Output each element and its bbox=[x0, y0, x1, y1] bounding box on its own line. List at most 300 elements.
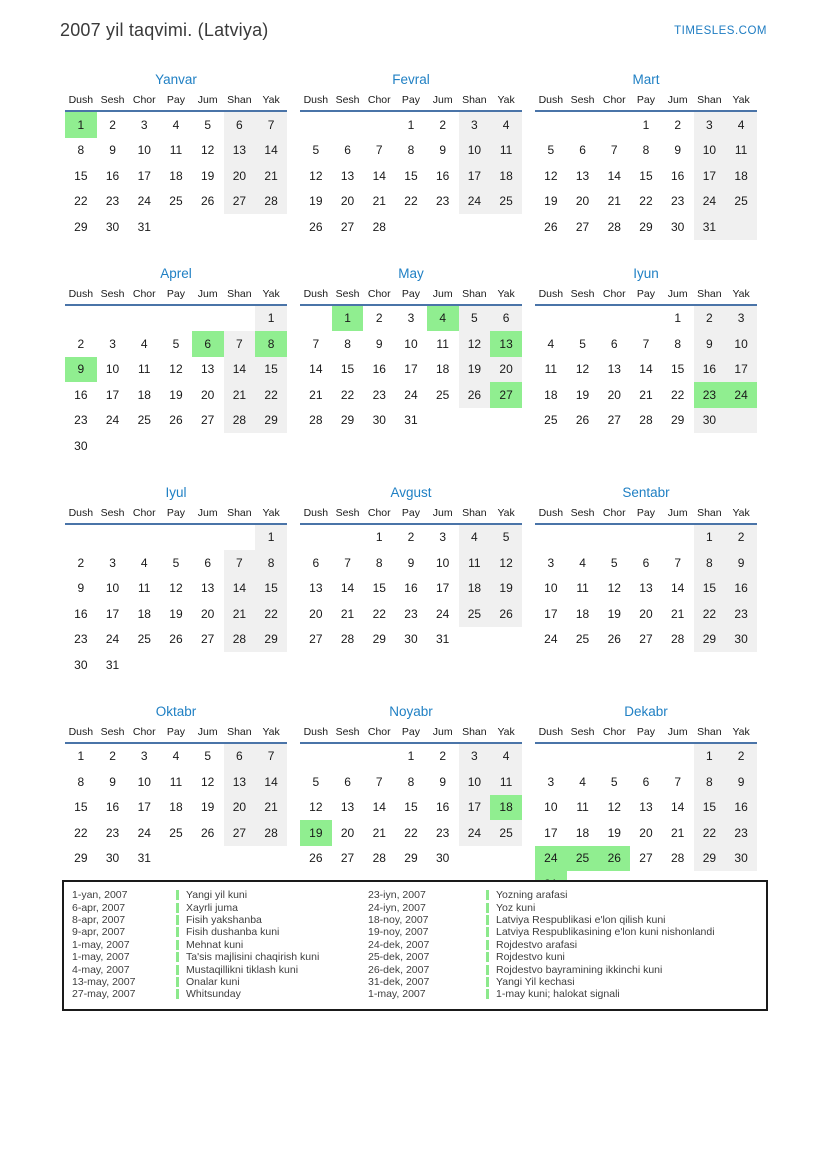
empty-cell bbox=[490, 408, 522, 434]
legend-item bbox=[72, 988, 368, 1000]
day-cell: 3 bbox=[109, 555, 116, 570]
day-cell: 26 bbox=[200, 825, 215, 840]
legend-date: 23-iyn, 2007 bbox=[368, 889, 426, 902]
legend-date: 26-dek, 2007 bbox=[368, 963, 430, 976]
month-dekabr bbox=[535, 704, 757, 897]
day-cell: 2 bbox=[725, 743, 757, 770]
weekday-header: Yak bbox=[255, 286, 287, 305]
day-cell: 26 bbox=[459, 382, 491, 408]
day-cell: 7 bbox=[255, 743, 287, 770]
weekday-header: Jum bbox=[662, 92, 694, 111]
day-cell: 27 bbox=[575, 219, 590, 234]
day-cell: 14 bbox=[309, 362, 323, 377]
weekday-header: Chor bbox=[363, 92, 395, 111]
day-cell: 30 bbox=[670, 219, 685, 234]
day-cell: 30 bbox=[372, 413, 386, 428]
day-cell: 15 bbox=[694, 576, 726, 602]
day-cell: 27 bbox=[490, 382, 522, 408]
day-cell: 11 bbox=[459, 550, 491, 576]
day-cell: 29 bbox=[340, 413, 355, 428]
day-cell: 29 bbox=[255, 627, 287, 653]
weekday-header: Yak bbox=[255, 505, 287, 524]
day-cell: 5 bbox=[172, 336, 180, 351]
legend-item bbox=[72, 939, 368, 951]
day-cell: 3 bbox=[109, 336, 116, 351]
day-cell: 30 bbox=[435, 851, 450, 866]
day-cell: 28 bbox=[670, 632, 685, 647]
day-cell: 20 bbox=[639, 825, 653, 840]
day-cell: 14 bbox=[607, 168, 621, 183]
empty-cell bbox=[490, 214, 522, 240]
legend-date: 1-may, 2007 bbox=[368, 988, 426, 1001]
day-cell: 12 bbox=[575, 362, 590, 377]
day-cell: 28 bbox=[639, 413, 653, 428]
day-cell: 7 bbox=[312, 336, 320, 351]
empty-cell bbox=[395, 214, 427, 240]
day-cell: 29 bbox=[694, 627, 726, 653]
day-cell: 13 bbox=[607, 362, 621, 377]
weekday-header: Shan bbox=[459, 724, 491, 743]
legend-item bbox=[368, 963, 758, 975]
day-cell: 28 bbox=[255, 820, 287, 846]
day-cell: 15 bbox=[670, 362, 685, 377]
day-cell: 19 bbox=[309, 194, 323, 209]
weekday-header: Shan bbox=[694, 724, 726, 743]
empty-cell bbox=[300, 111, 332, 138]
day-cell: 30 bbox=[74, 657, 88, 672]
empty-cell bbox=[459, 846, 491, 872]
weekday-header: Jum bbox=[427, 505, 459, 524]
empty-cell bbox=[160, 214, 192, 240]
day-cell: 15 bbox=[404, 800, 418, 815]
day-cell: 2 bbox=[109, 749, 116, 764]
weekday-header: Shan bbox=[224, 92, 256, 111]
day-cell: 28 bbox=[340, 632, 355, 647]
legend-column-left bbox=[72, 889, 368, 1001]
day-cell: 23 bbox=[435, 194, 450, 209]
legend-holiday-name: Latviya Respublikasining e'lon kuni nishonlandi bbox=[496, 926, 715, 939]
day-cell: 5 bbox=[312, 774, 320, 789]
day-cell: 18 bbox=[544, 387, 558, 402]
day-cell: 13 bbox=[224, 769, 256, 795]
day-cell: 8 bbox=[407, 774, 415, 789]
day-cell: 12 bbox=[200, 774, 215, 789]
empty-cell bbox=[97, 305, 129, 332]
legend-holiday-name: Onalar kuni bbox=[186, 975, 240, 988]
empty-cell bbox=[255, 652, 287, 678]
weekday-header: Pay bbox=[630, 92, 662, 111]
legend-date: 1-may, 2007 bbox=[72, 951, 130, 964]
day-cell: 2 bbox=[694, 305, 726, 332]
day-cell: 18 bbox=[490, 795, 522, 821]
day-cell: 1 bbox=[77, 749, 85, 764]
day-cell: 27 bbox=[200, 413, 215, 428]
weekday-header: Pay bbox=[160, 724, 192, 743]
day-cell: 1 bbox=[694, 743, 726, 770]
weekday-header: Shan bbox=[224, 505, 256, 524]
legend-holiday-name: Mustaqillikni tiklash kuni bbox=[186, 963, 299, 976]
legend-date: 9-apr, 2007 bbox=[72, 926, 126, 939]
weekday-header: Jum bbox=[427, 92, 459, 111]
day-cell: 29 bbox=[404, 851, 418, 866]
day-cell: 7 bbox=[224, 331, 256, 357]
month-title: Iyun bbox=[633, 265, 659, 281]
day-cell: 15 bbox=[255, 576, 287, 602]
day-cell: 3 bbox=[459, 111, 491, 138]
day-cell: 27 bbox=[639, 851, 653, 866]
day-cell: 21 bbox=[372, 194, 386, 209]
weekday-header: Jum bbox=[662, 286, 694, 305]
holiday-marker-icon bbox=[486, 940, 489, 950]
empty-cell bbox=[300, 524, 332, 551]
day-cell: 9 bbox=[65, 357, 97, 383]
month-title: May bbox=[398, 265, 424, 281]
empty-cell bbox=[332, 524, 364, 551]
empty-cell bbox=[300, 743, 332, 770]
day-cell: 8 bbox=[255, 331, 287, 357]
day-cell: 7 bbox=[674, 555, 681, 570]
day-cell: 11 bbox=[138, 581, 151, 596]
legend-holiday-name: Rojdestvo arafasi bbox=[496, 938, 578, 951]
day-cell: 20 bbox=[224, 163, 256, 189]
empty-cell bbox=[459, 214, 491, 240]
day-cell: 17 bbox=[544, 606, 558, 621]
weekday-header: Chor bbox=[598, 92, 630, 111]
month-may bbox=[300, 266, 522, 434]
day-cell: 3 bbox=[407, 311, 415, 326]
day-cell: 6 bbox=[642, 555, 650, 570]
empty-cell bbox=[160, 433, 192, 459]
legend-item bbox=[72, 951, 368, 963]
weekday-header: Yak bbox=[725, 92, 757, 111]
empty-cell bbox=[192, 524, 224, 551]
day-cell: 14 bbox=[670, 800, 685, 815]
day-cell: 4 bbox=[490, 743, 522, 770]
weekday-header: Pay bbox=[395, 286, 427, 305]
day-cell: 23 bbox=[725, 820, 757, 846]
empty-cell bbox=[427, 214, 459, 240]
day-cell: 8 bbox=[642, 143, 650, 158]
day-cell: 31 bbox=[137, 219, 151, 234]
day-cell: 12 bbox=[309, 800, 323, 815]
day-cell: 16 bbox=[74, 606, 88, 621]
day-cell: 18 bbox=[169, 800, 183, 815]
day-cell: 5 bbox=[204, 117, 211, 132]
day-cell: 2 bbox=[375, 311, 383, 326]
day-cell: 8 bbox=[694, 550, 726, 576]
timesles-link[interactable]: TIMESLES.COM bbox=[674, 25, 767, 37]
day-cell: 13 bbox=[639, 800, 653, 815]
day-cell: 29 bbox=[74, 219, 88, 234]
weekday-header: Chor bbox=[128, 505, 160, 524]
day-cell: 11 bbox=[436, 336, 449, 351]
weekday-header: Pay bbox=[630, 505, 662, 524]
day-cell: 26 bbox=[200, 194, 215, 209]
day-cell: 3 bbox=[725, 305, 757, 332]
weekday-header: Yak bbox=[725, 286, 757, 305]
day-cell: 4 bbox=[725, 111, 757, 138]
day-cell: 6 bbox=[224, 111, 256, 138]
day-cell: 27 bbox=[607, 413, 621, 428]
day-cell: 21 bbox=[224, 601, 256, 627]
weekday-header: Shan bbox=[694, 505, 726, 524]
day-cell: 14 bbox=[372, 168, 386, 183]
weekday-header: Dush bbox=[535, 286, 567, 305]
day-cell: 11 bbox=[169, 774, 183, 789]
day-cell: 6 bbox=[192, 331, 224, 357]
day-cell: 1 bbox=[407, 117, 415, 132]
empty-cell bbox=[567, 305, 599, 332]
weekday-header: Dush bbox=[300, 286, 332, 305]
day-cell: 26 bbox=[598, 846, 630, 872]
day-cell: 6 bbox=[224, 743, 256, 770]
empty-cell bbox=[224, 214, 256, 240]
day-cell: 26 bbox=[607, 632, 621, 647]
day-cell: 25 bbox=[137, 632, 151, 647]
month-title: Sentabr bbox=[622, 484, 670, 500]
day-cell: 15 bbox=[74, 800, 88, 815]
weekday-header: Dush bbox=[300, 724, 332, 743]
day-cell: 7 bbox=[375, 774, 383, 789]
month-title: Oktabr bbox=[155, 703, 197, 719]
legend-column-right bbox=[368, 889, 758, 1001]
day-cell: 27 bbox=[224, 189, 256, 215]
day-cell: 21 bbox=[670, 825, 685, 840]
day-cell: 22 bbox=[404, 194, 418, 209]
day-cell: 23 bbox=[372, 387, 386, 402]
empty-cell bbox=[224, 305, 256, 332]
day-cell: 14 bbox=[340, 581, 355, 596]
day-cell: 23 bbox=[74, 632, 88, 647]
day-cell: 19 bbox=[200, 168, 215, 183]
day-cell: 23 bbox=[725, 601, 757, 627]
day-cell: 21 bbox=[255, 795, 287, 821]
day-cell: 4 bbox=[172, 749, 180, 764]
day-cell: 11 bbox=[725, 138, 757, 164]
empty-cell bbox=[224, 433, 256, 459]
day-cell: 19 bbox=[490, 576, 522, 602]
weekday-header: Shan bbox=[224, 724, 256, 743]
weekday-header: Pay bbox=[160, 92, 192, 111]
day-cell: 20 bbox=[200, 606, 215, 621]
day-cell: 15 bbox=[74, 168, 88, 183]
day-cell: 24 bbox=[137, 194, 151, 209]
day-cell: 16 bbox=[435, 800, 450, 815]
weekday-header: Jum bbox=[192, 92, 224, 111]
day-cell: 23 bbox=[404, 606, 418, 621]
day-cell: 28 bbox=[607, 219, 621, 234]
empty-cell bbox=[332, 743, 364, 770]
day-cell: 18 bbox=[137, 606, 151, 621]
day-cell: 5 bbox=[459, 305, 491, 332]
weekday-header: Sesh bbox=[332, 286, 364, 305]
legend-item bbox=[368, 914, 758, 926]
day-cell: 10 bbox=[544, 581, 558, 596]
day-cell: 22 bbox=[639, 194, 653, 209]
day-cell: 7 bbox=[344, 555, 351, 570]
day-cell: 24 bbox=[535, 846, 567, 872]
day-cell: 5 bbox=[610, 555, 618, 570]
day-cell: 13 bbox=[575, 168, 590, 183]
day-cell: 15 bbox=[340, 362, 355, 377]
day-cell: 28 bbox=[224, 627, 256, 653]
day-cell: 22 bbox=[694, 820, 726, 846]
day-cell: 11 bbox=[490, 769, 522, 795]
weekday-header: Sesh bbox=[97, 505, 129, 524]
day-cell: 22 bbox=[255, 382, 287, 408]
legend-date: 6-apr, 2007 bbox=[72, 901, 126, 914]
empty-cell bbox=[598, 743, 630, 770]
day-cell: 11 bbox=[490, 138, 522, 164]
day-cell: 4 bbox=[140, 336, 148, 351]
day-cell: 25 bbox=[575, 632, 590, 647]
weekday-header: Jum bbox=[662, 724, 694, 743]
day-cell: 12 bbox=[607, 800, 621, 815]
day-cell: 4 bbox=[579, 774, 586, 789]
legend-holiday-name: Yozning arafasi bbox=[496, 889, 568, 902]
holiday-marker-icon bbox=[176, 952, 179, 962]
month-aprel bbox=[65, 266, 287, 459]
weekday-header: Pay bbox=[160, 286, 192, 305]
day-cell: 26 bbox=[309, 219, 323, 234]
day-cell: 11 bbox=[138, 362, 151, 377]
day-cell: 14 bbox=[255, 138, 287, 164]
day-cell: 8 bbox=[375, 555, 383, 570]
day-cell: 9 bbox=[109, 774, 116, 789]
day-cell: 10 bbox=[137, 774, 151, 789]
day-cell: 28 bbox=[372, 219, 386, 234]
empty-cell bbox=[97, 524, 129, 551]
day-cell: 20 bbox=[490, 357, 522, 383]
month-sentabr bbox=[535, 485, 757, 653]
day-cell: 20 bbox=[200, 387, 215, 402]
day-cell: 19 bbox=[575, 387, 590, 402]
legend-holiday-name: Xayrli juma bbox=[186, 901, 238, 914]
day-cell: 30 bbox=[105, 219, 120, 234]
day-cell: 15 bbox=[404, 168, 418, 183]
day-cell: 31 bbox=[105, 657, 120, 672]
legend-date: 24-iyn, 2007 bbox=[368, 901, 426, 914]
day-cell: 16 bbox=[694, 357, 726, 383]
weekday-header: Dush bbox=[65, 92, 97, 111]
day-cell: 18 bbox=[169, 168, 183, 183]
day-cell: 23 bbox=[74, 413, 88, 428]
holiday-marker-icon bbox=[486, 890, 489, 900]
empty-cell bbox=[567, 524, 599, 551]
day-cell: 25 bbox=[169, 194, 183, 209]
day-cell: 10 bbox=[404, 336, 418, 351]
weekday-header: Dush bbox=[65, 505, 97, 524]
month-noyabr bbox=[300, 704, 522, 872]
weekday-header: Sesh bbox=[567, 92, 599, 111]
weekday-header: Shan bbox=[459, 92, 491, 111]
day-cell: 18 bbox=[725, 163, 757, 189]
day-cell: 18 bbox=[575, 606, 590, 621]
day-cell: 22 bbox=[372, 606, 386, 621]
day-cell: 28 bbox=[670, 851, 685, 866]
day-cell: 23 bbox=[105, 194, 120, 209]
legend-item bbox=[368, 988, 758, 1000]
weekday-header: Sesh bbox=[567, 724, 599, 743]
day-cell: 28 bbox=[372, 851, 386, 866]
legend-date: 13-may, 2007 bbox=[72, 975, 136, 988]
empty-cell bbox=[332, 111, 364, 138]
month-title: Iyul bbox=[165, 484, 187, 500]
day-cell: 21 bbox=[255, 163, 287, 189]
day-cell: 16 bbox=[725, 795, 757, 821]
empty-cell bbox=[128, 433, 160, 459]
day-cell: 16 bbox=[105, 168, 120, 183]
day-cell: 22 bbox=[404, 825, 418, 840]
empty-cell bbox=[192, 846, 224, 872]
day-cell: 27 bbox=[224, 820, 256, 846]
empty-cell bbox=[662, 743, 694, 770]
day-cell: 17 bbox=[459, 163, 491, 189]
weekday-header: Yak bbox=[490, 724, 522, 743]
legend-item bbox=[72, 926, 368, 938]
day-cell: 1 bbox=[332, 305, 364, 332]
legend-holiday-name: Mehnat kuni bbox=[186, 938, 244, 951]
weekday-header: Shan bbox=[694, 92, 726, 111]
legend-item bbox=[368, 976, 758, 988]
day-cell: 2 bbox=[725, 524, 757, 551]
day-cell: 2 bbox=[674, 117, 681, 132]
empty-cell bbox=[192, 433, 224, 459]
day-cell: 3 bbox=[694, 111, 726, 138]
weekday-header: Yak bbox=[725, 724, 757, 743]
day-cell: 14 bbox=[224, 576, 256, 602]
day-cell: 13 bbox=[200, 581, 215, 596]
day-cell: 8 bbox=[255, 550, 287, 576]
day-cell: 12 bbox=[607, 581, 621, 596]
page-title: 2007 yil taqvimi. (Latviya) bbox=[60, 20, 269, 40]
weekday-header: Jum bbox=[192, 505, 224, 524]
day-cell: 6 bbox=[344, 774, 351, 789]
day-cell: 9 bbox=[725, 769, 757, 795]
day-cell: 26 bbox=[490, 601, 522, 627]
legend-item bbox=[72, 914, 368, 926]
day-cell: 8 bbox=[344, 336, 351, 351]
day-cell: 14 bbox=[639, 362, 653, 377]
weekday-header: Pay bbox=[395, 724, 427, 743]
day-cell: 29 bbox=[639, 219, 653, 234]
weekday-header: Chor bbox=[598, 505, 630, 524]
day-cell: 27 bbox=[639, 632, 653, 647]
day-cell: 6 bbox=[312, 555, 320, 570]
day-cell: 22 bbox=[340, 387, 355, 402]
legend-date: 31-dek, 2007 bbox=[368, 975, 430, 988]
day-cell: 10 bbox=[725, 331, 757, 357]
weekday-header: Dush bbox=[535, 724, 567, 743]
day-cell: 15 bbox=[639, 168, 653, 183]
day-cell: 4 bbox=[459, 524, 491, 551]
weekday-header: Shan bbox=[694, 286, 726, 305]
day-cell: 5 bbox=[579, 336, 586, 351]
day-cell: 9 bbox=[77, 581, 85, 596]
day-cell: 18 bbox=[435, 362, 450, 377]
weekday-header: Chor bbox=[363, 505, 395, 524]
weekday-header: Pay bbox=[160, 505, 192, 524]
day-cell: 21 bbox=[639, 387, 653, 402]
day-cell: 19 bbox=[607, 825, 621, 840]
day-cell: 6 bbox=[642, 774, 650, 789]
day-cell: 19 bbox=[200, 800, 215, 815]
day-cell: 16 bbox=[372, 362, 386, 377]
day-cell: 16 bbox=[435, 168, 450, 183]
weekday-header: Dush bbox=[535, 505, 567, 524]
weekday-header: Chor bbox=[363, 286, 395, 305]
day-cell: 9 bbox=[439, 143, 446, 158]
